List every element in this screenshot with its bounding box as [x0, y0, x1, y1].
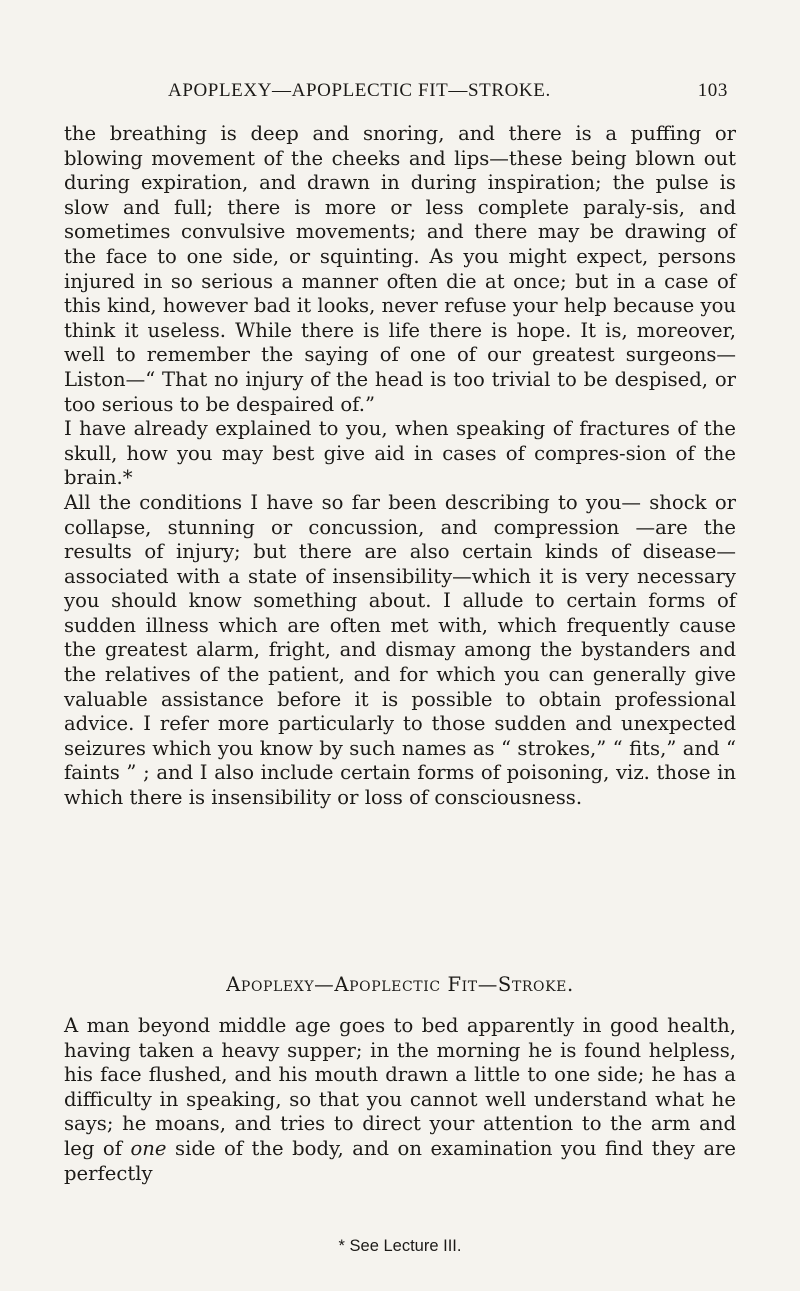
paragraph-breathing: the breathing is deep and snoring, and there is a puffing or blowing movement of the cheeks and lips—these being blown out during expiration, and drawn in during inspiration; the pulse is slow and full; there is more or less complete paraly-sis, and sometimes convulsive movements; and there may be drawing of the face to one side, or squinting. As you might expect, persons injured in so serious a manner often die at once; but in a case of this kind, however bad it looks, never refuse your help because you think it useless. While there is life there is hope. It is, moreover, well to remember the saying of one of our greatest surgeons—Liston—“ That no injury of the head is too trivial to be despised, or too serious to be despaired of.”: [64, 122, 736, 416]
footnote: * See Lecture III.: [338, 1237, 462, 1255]
running-head: [168, 80, 728, 112]
paragraph-apoplexy-end: side of the body, and on examination you find they are perfectly: [64, 1136, 737, 1185]
paragraph-fractures: I have already explained to you, when speaking of fractures of the skull, how you may best give aid in cases of compres-sion of the brain.*: [64, 417, 736, 490]
emphasized-word: one: [130, 1136, 167, 1160]
paragraph-apoplexy-start: A man beyond middle age goes to bed apparently in good health, having taken a heavy supper; in the morning he is found helpless, his face flushed, and his mouth drawn a little to one side; he has a difficulty in speaking, so that you cannot well understand what he says; he moans, and tries to direct your attention to the arm and leg of: [64, 1014, 736, 1160]
section-text: [64, 1014, 736, 1186]
running-title: APOPLEXY—APOPLECTIC FIT—STROKE.: [168, 80, 551, 101]
paragraph-apoplexy: [64, 1014, 736, 1186]
page-number: 103: [697, 80, 728, 101]
paragraph-conditions: All the conditions I have so far been describing to you— shock or collapse, stunning or concussion, and compression —are the results of injury; but there are also certain kinds of disease—associated with a state of insensibility—which it is very necessary you should know something about. I allude to certain forms of sudden illness which are often met with, which frequently cause the greatest alarm, fright, and dismay among the bystanders and the relatives of the patient, and for which you can generally give valuable assistance before it is possible to obtain professional advice. I refer more particularly to those sudden and unexpected seizures which you know by such names as “ strokes,” “ fits,” and “ faints ” ; and I also include certain forms of poisoning, viz. those in which there is insensibility or loss of consciousness.: [64, 490, 736, 810]
main-text: [64, 122, 736, 811]
section-heading: Apoplexy—Apoplectic Fit—Stroke.: [226, 973, 574, 996]
